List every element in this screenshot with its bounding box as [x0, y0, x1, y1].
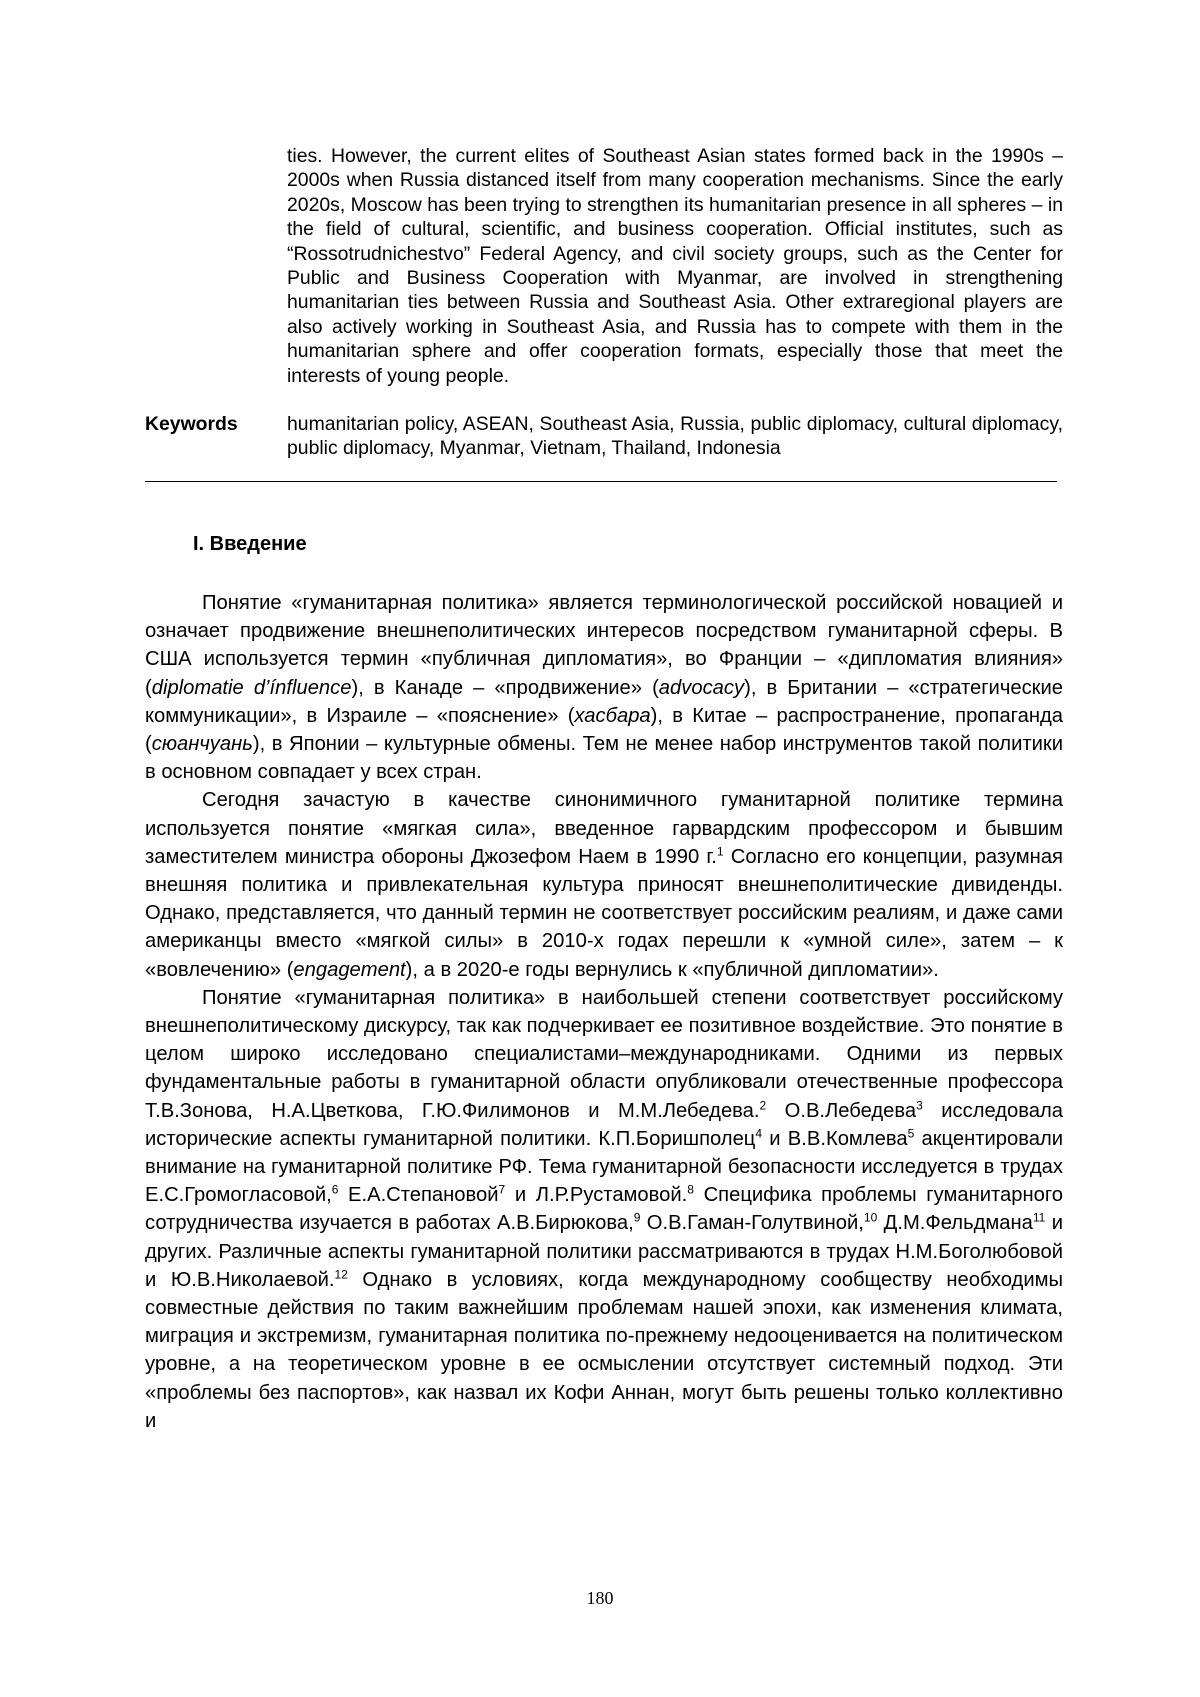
body-text — [145, 589, 1063, 1435]
page-number: 180 — [586, 1588, 614, 1608]
paragraph-3: Понятие «гуманитарная политика» в наибольшей степени соответствует российскому внешнеполитическому дискурсу, так как подчеркивает ее позитивное воздействие. Это понятие в целом широко исследовано специалистами–международниками. Одними из первых фундаментальные работы в гуманитарной области опубликовали отечественные профессора Т.В.Зонова, Н.А.Цветкова, Г.Ю.Филимонов и М.М.Лебедева.$^2$ О.В.Лебедева$^3$ исследовала исторические аспекты гуманитарной политики. К.П.Боришполец$^4$ и В.В.Комлева$^5$ акцентировали внимание на гуманитарной политике РФ. Тема гуманитарной безопасности исследуется в трудах Е.С.Громогласовой,$^6$ Е.А.Степановой$^7$ и Л.Р.Рустамовой.$^8$ Специфика проблемы гуманитарного сотрудничества изучается в работах А.В.Бирюкова,$^9$ О.В.Гаман-Голутвиной,$^{10}$ Д.М.Фельдмана$^{11}$ и других. Различные аспекты гуманитарной политики рассматриваются в трудах Н.М.Боголюбовой и Ю.В.Николаевой.$^{12}$ Однако в условиях, когда международному сообществу необходимы совместные действия по таким важнейшим проблемам нашей эпохи, как изменения климата, миграция и экстремизм, гуманитарная политика по-прежнему недооценивается на политическом уровне, а на теоретическом уровне в ее осмыслении отсутствует системный подход. Эти «проблемы без паспортов», как назвал их Кофи Аннан, могут быть решены только коллективно и — [145, 986, 1064, 1432]
keywords-label: Keywords — [145, 413, 238, 435]
keywords-text: humanitarian policy, ASEAN, Southeast Asia, Russia, public diplomacy, cultural diplomacy, public diplomacy, Myanmar, Vietnam, Thailand, Indonesia — [287, 413, 1063, 460]
footnote-ref[interactable]: 11 — [1032, 1210, 1046, 1225]
separator-rule — [145, 481, 1057, 482]
italic-term: diplomatie d’ínfluence — [151, 676, 352, 699]
footnote-ref[interactable]: 4 — [755, 1126, 763, 1141]
footnote-ref[interactable]: 10 — [863, 1210, 878, 1225]
footnote-ref[interactable]: 9 — [633, 1210, 641, 1225]
paragraph-1: Понятие «гуманитарная политика» является терминологической российской новацией и означает продвижение внешнеполитических интересов посредством гуманитарной сферы. В США используется термин «публичная дипломатия», во Франции – «дипломатия влияния» (diplomatie d’ínfluence), в Канаде – «продвижение» (advocacy), в Британии – «стратегические коммуникации», в Израиле – «пояснение» (хасбара), в Китае – распространение, пропаганда (сюанчуань), в Японии – культурные обмены. Тем не менее набор инструментов такой политики в основном совпадает у всех стран. — [145, 592, 1064, 784]
footnote-ref[interactable]: 12 — [334, 1267, 348, 1282]
abstract-text: ties. However, the current elites of Southeast Asian states formed back in the 1990s – 2000s when Russia distanced itself from many cooperation mechanisms. Since the early 2020s, Moscow has been trying to strengthen its humanitarian presence in all spheres – in the field of cultural, scientific, and business cooperation. Official institutes, such as “Rossotrudnichestvo” Federal Agency, and civil society groups, such as the Center for Public and Business Cooperation with Myanmar, are involved in strengthening humanitarian ties between Russia and Southeast Asia. Other extraregional players are also actively working in Southeast Asia, and Russia has to compete with them in the humanitarian sphere and offer cooperation formats, especially those that meet the interests of young people. — [287, 145, 1063, 387]
section-heading: I. Введение — [193, 533, 307, 555]
footnote-ref[interactable]: 2 — [759, 1097, 767, 1112]
italic-term: хасбара — [574, 704, 651, 727]
italic-term: engagement — [293, 958, 406, 981]
footnote-ref[interactable]: 7 — [498, 1182, 506, 1197]
footnote-ref[interactable]: 6 — [331, 1182, 339, 1197]
italic-term: сюанчуань — [151, 733, 253, 756]
italic-term: advocacy — [658, 676, 745, 699]
footnote-ref[interactable]: 3 — [916, 1097, 923, 1112]
footnote-ref[interactable]: 5 — [907, 1126, 915, 1141]
footnote-ref[interactable]: 8 — [687, 1182, 694, 1197]
paragraph-2: Сегодня зачастую в качестве синонимичного гуманитарной политике термина используется понятие «мягкая сила», введенное гарвардским профессором и бывшим заместителем министра обороны Джозефом Наем в 1990 г.$^1$ Согласно его концепции, разумная внешняя политика и привлекательная культура приносят внешнеполитические дивиденды. Однако, представляется, что данный термин не соответствует российским реалиям, и даже сами американцы вместо «мягкой силы» в 2010-х годах перешли к «умной силе», затем – к «вовлечению» (engagement), а в 2020-е годы вернулись к «публичной дипломатии». — [145, 789, 1063, 981]
footnote-ref[interactable]: 1 — [716, 844, 724, 859]
